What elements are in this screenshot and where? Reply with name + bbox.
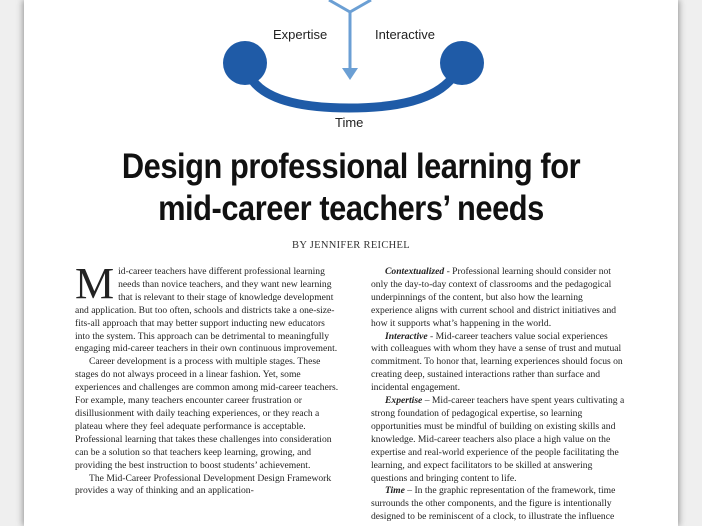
left-node (223, 41, 267, 85)
paragraph-interactive: Interactive - Mid-career teachers value social experiences with colleagues with whom they have a sense of trust and mutual commitment. To honor that, learning experiences should focus on creating deep, sustained interactions rather than surface and incidental engagement. (371, 330, 623, 394)
paragraph-time: Time – In the graphic representation of the framework, time surrounds the other components, and the figure is intentionally designed to be reminiscent of a clock, to illustrate the influence (371, 485, 616, 523)
drop-cap: M (75, 259, 115, 308)
article-title (63, 146, 639, 230)
left-column (75, 259, 339, 498)
paragraph-1: Mid-career teachers have different professional learning needs than novice teachers, and they want new learning that is relevant to their stage of knowledge development and application. But too often, schools and districts take a one-size-fits-all approach that may better support inducting new educators into the system. This approach can be detrimental to meaningfully engaging mid-career teachers in their own continuous improvement. (75, 259, 338, 355)
byline: BY JENNIFER REICHEL (292, 240, 410, 251)
paragraph-expertise: Expertise – Mid-career teachers have spent years cultivating a strong foundation of pedagogical expertise, so learning opportunities must be mindful of building on existing skills and knowledge. Mid-career teachers also place a high value on the expertise and real-world experience of the people facilitating the learning, and expect facilitators to be skilled at answering questions and bringing content to life. (371, 395, 625, 484)
title-line-2: mid-career teachers’ needs (158, 189, 544, 228)
right-column (371, 266, 625, 524)
paragraph-2: Career development is a process with multiple stages. These stages do not always proceed in a linear fashion. Yet, some experiences and challenges are common among mid-career teachers. For example, many teachers encounter career frustration or disillusionment with daily teaching experiences, or they reach a plateau where they feel adequate performance is acceptable. Professional learning that takes these challenges into consideration can be a solution so that teachers keep learning, growing, and providing the best instruction to boost students’ achievement. (75, 356, 339, 471)
time-arc (245, 60, 461, 108)
magazine-page (24, 0, 678, 526)
paragraph-3: The Mid-Career Professional Development Design Framework provides a way of thinking and an application- (75, 472, 332, 497)
right-node (440, 41, 484, 85)
divider-left (329, 0, 350, 12)
center-arrow-head (342, 68, 358, 80)
paragraph-contextualized: Contextualized - Professional learning should consider not only the day-to-day context of classrooms and the pedagogical underpinnings of the content, but also how the learning experience aligns with current school and district initiatives and how it supports what’s happening in the world. (371, 266, 617, 329)
divider-right (350, 0, 371, 12)
label-interactive: Interactive (375, 27, 435, 42)
framework-diagram (24, 0, 678, 135)
label-time: Time (335, 115, 364, 130)
label-expertise: Expertise (273, 27, 328, 42)
title-line-1: Design professional learning for (121, 147, 581, 186)
